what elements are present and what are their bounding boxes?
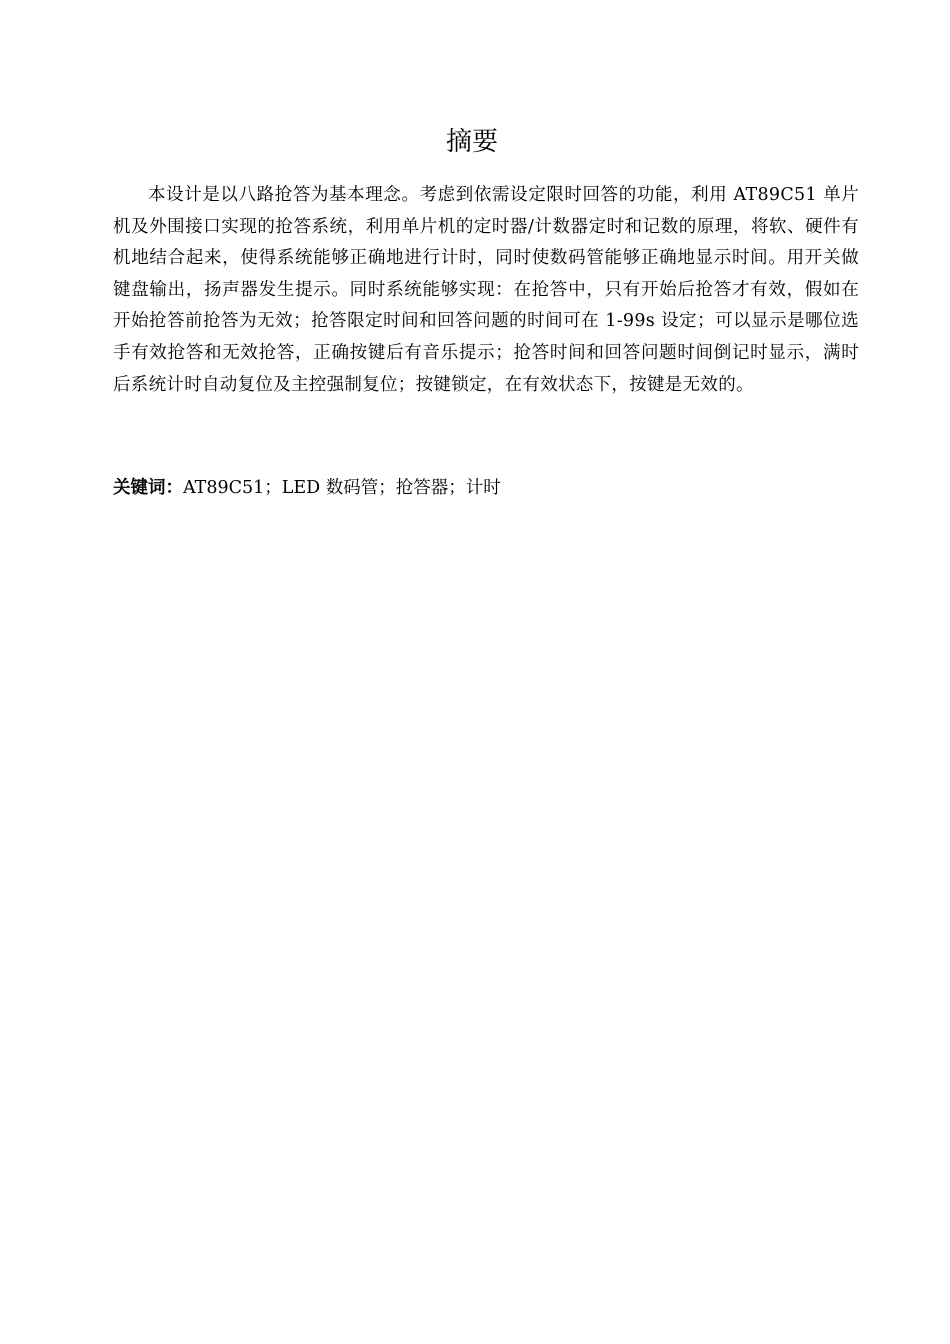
keywords-label: 关键词： [113, 478, 183, 498]
abstract-paragraph: 本设计是以八路抢答为基本理念。考虑到依需设定限时回答的功能，利用 AT89C51 单片机及外围接口实现的抢答系统，利用单片机的定时器/计数器定时和记数的原理，将软、硬件有机地结合起来，使得系统能够正确地进行计时，同时使数码管能够正确地显示时间。用开关做键盘输出，扬声器发生提示。同时系统能够实现：在抢答中，只有开始后抢答才有效，假如在开始抢答前抢答为无效；抢答限定时间和回答问题的时间可在 1-99s 设定；可以显示是哪位选手有效抢答和无效抢答，正确按键后有音乐提示；抢答时间和回答问题时间倒记时显示，满时后系统计时自动复位及主控强制复位；按键锁定，在有效状态下，按键是无效的。 [113, 185, 859, 395]
keywords-text: AT89C51；LED 数码管；抢答器；计时 [183, 478, 501, 498]
abstract-title: 摘要 [445, 127, 498, 157]
keywords-line [113, 474, 859, 502]
